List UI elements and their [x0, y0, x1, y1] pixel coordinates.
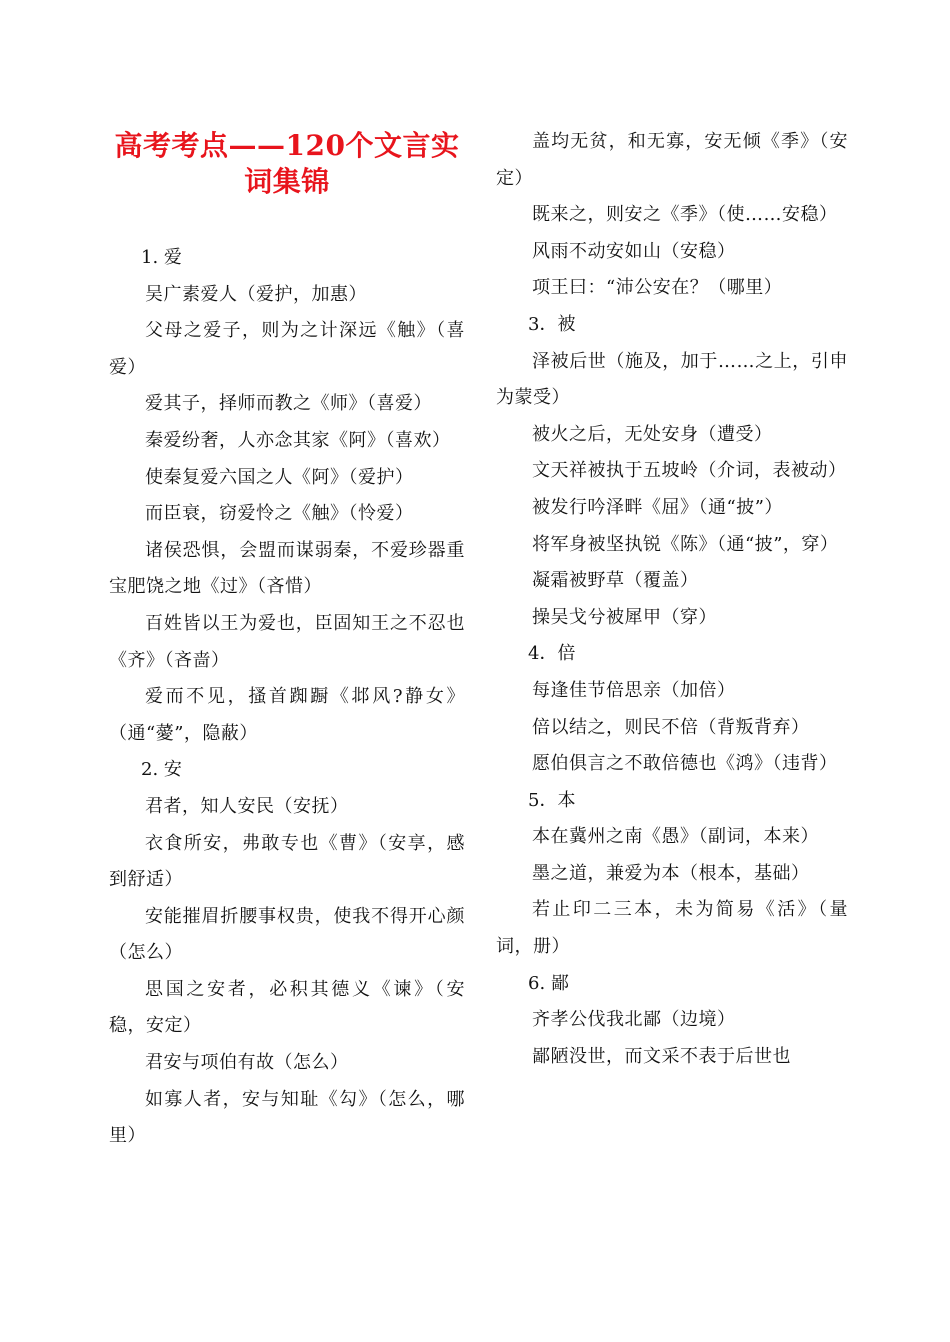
example-sentence: 百姓皆以王为爱也，臣固知王之不忍也《齐》（吝啬） — [109, 612, 465, 671]
example-sentence: 而臣衰，窃爱怜之《触》（怜爱） — [145, 503, 414, 525]
example-sentence: 父母之爱子，则为之计深远《触》（喜爱） — [109, 320, 465, 378]
example-sentence: 每逢佳节倍思亲（加倍） — [532, 679, 736, 701]
example-sentence: 被火之后，无处安身（遭受） — [532, 423, 773, 445]
document-title — [109, 128, 465, 200]
example-sentence: 风雨不动安如山（安稳） — [532, 240, 736, 262]
example-sentence: 衣食所安，弗敢专也《曹》（安享，感到舒适） — [109, 832, 465, 891]
example-sentence: 如寡人者，安与知耻《勾》（怎么，哪里） — [109, 1088, 465, 1147]
example-sentence: 秦爱纷奢，人亦念其家《阿》（喜欢） — [145, 429, 451, 451]
example-sentence: 吴广素爱人（爱护，加惠） — [145, 283, 367, 305]
example-sentence: 泽被后世（施及，加于……之上，引申为蒙受） — [496, 350, 848, 409]
example-sentence: 爱其子，择师而教之《师》（喜爱） — [145, 393, 432, 415]
example-sentence: 安能摧眉折腰事权贵，使我不得开心颜（怎么） — [109, 905, 465, 964]
example-sentence: 盖均无贫，和无寡，安无倾《季》（安定） — [496, 131, 848, 189]
example-sentence: 凝霜被野草（覆盖） — [532, 570, 699, 592]
right-column — [496, 124, 848, 1075]
example-sentence: 文天祥被执于五坡岭（介词，表被动） — [532, 460, 847, 482]
section-heading: 4．倍 — [528, 643, 576, 665]
title-line-2: 词集锦 — [244, 165, 330, 198]
left-column — [109, 240, 465, 1155]
example-sentence: 倍以结之，则民不倍（背叛背弃） — [532, 716, 810, 738]
example-sentence: 被发行吟泽畔《屈》（通“披”） — [532, 496, 783, 518]
example-sentence: 使秦复爱六国之人《阿》（爱护） — [145, 466, 414, 488]
section-heading: 1. 爱 — [141, 247, 182, 268]
example-sentence: 将军身被坚执锐《陈》（通“披”，穿） — [532, 533, 839, 555]
example-sentence: 既来之，则安之《季》（使……安稳） — [532, 204, 838, 226]
section-heading: 5．本 — [528, 789, 576, 811]
example-sentence: 君者，知人安民（安抚） — [145, 795, 349, 817]
section-heading: 6. 鄙 — [528, 972, 569, 994]
example-sentence: 爱而不见，搔首踟蹰《邶风?静女》（通“薆”，隐蔽） — [109, 686, 465, 744]
section-heading: 2. 安 — [141, 759, 182, 781]
example-sentence: 君安与项伯有故（怎么） — [145, 1052, 349, 1074]
example-sentence: 鄙陋没世，而文采不表于后世也 — [532, 1045, 791, 1067]
example-sentence: 愿伯俱言之不敢倍德也《鸿》（违背） — [532, 753, 838, 775]
example-sentence: 思国之安者，必积其德义《谏》（安稳，安定） — [109, 978, 465, 1037]
example-sentence: 齐孝公伐我北鄙（边境） — [532, 1009, 736, 1031]
example-sentence: 墨之道，兼爱为本（根本，基础） — [532, 862, 810, 884]
example-sentence: 若止印二三本，未为简易《活》（量词，册） — [496, 899, 848, 958]
example-sentence: 本在冀州之南《愚》（副词，本来） — [532, 826, 819, 848]
example-sentence: 操吴戈兮被犀甲（穿） — [532, 606, 717, 628]
example-sentence: 诸侯恐惧，会盟而谋弱秦，不爱珍器重宝肥饶之地《过》（吝惜） — [109, 539, 465, 598]
example-sentence: 项王曰：“沛公安在？（哪里） — [532, 277, 783, 299]
section-heading: 3．被 — [528, 313, 576, 335]
title-line-1: 高考考点——120个文言实 — [114, 129, 460, 162]
